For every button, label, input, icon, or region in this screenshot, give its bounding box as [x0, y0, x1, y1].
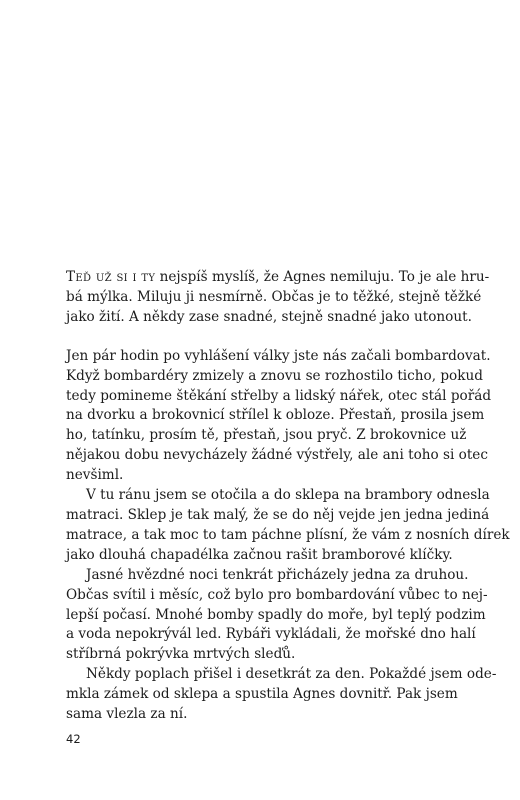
text-line: jako žití. A někdy zase snadné, stejně snadné jako utonout.: [66, 308, 472, 325]
opening-paragraph: [66, 268, 490, 328]
text-line: a voda nepokrývál led. Rybáři vykládali, že mořské dno halí: [66, 626, 476, 643]
paragraph: [66, 665, 497, 725]
body-text: [66, 268, 510, 725]
opening-smallcaps: Teď už si i ty: [66, 269, 156, 285]
text-line: lepší počasí. Mnohé bomby spadly do moře, byl teplý podzim: [66, 606, 486, 623]
text-line: Někdy poplach přišel i desetkrát za den. Pokaždé jsem ode-: [86, 666, 497, 683]
text-line: Když bombardéry zmizely a znovu se rozhostilo ticho, pokud: [66, 367, 483, 384]
text-line: ho, tatínku, prosím tě, přestaň, jsou pryč. Z brokovnice už: [66, 427, 467, 444]
text-line: Jasné hvězdné noci tenkrát přicházely jedna za druhou.: [86, 566, 469, 583]
text-line: nějakou dobu nevycházely žádné výstřely, ale ani toho si otec: [66, 447, 488, 464]
paragraph: [66, 347, 492, 486]
page-number: 42: [66, 732, 81, 746]
text-line: na dvorku a brokovnicí střílel k obloze. Přestaň, prosila jsem: [66, 407, 485, 424]
text-line: sama vlezla za ní.: [66, 706, 188, 723]
text-line: V tu ránu jsem se otočila a do sklepa na brambory odnesla: [86, 487, 490, 504]
text-line: mkla zámek od sklepa a spustila Agnes dovnitř. Pak jsem: [66, 686, 458, 703]
text-line: matrace, a tak moc to tam páchne plísní, že vám z nosních dírek: [66, 526, 510, 543]
paragraph: [66, 486, 510, 566]
text-line: [66, 268, 490, 288]
text-line: bá mýlka. Miluju ji nesmírně. Občas je to těžké, stejně těžké: [66, 288, 482, 305]
text-line: Jen pár hodin po vyhlášení války jste nás začali bombardovat.: [66, 347, 491, 364]
paragraph: [66, 566, 488, 666]
section-gap: [66, 328, 456, 347]
text-line: tedy pomineme štěkání střelby a lidský nářek, otec stál pořád: [66, 387, 492, 404]
text-line: Občas svítil i měsíc, což bylo pro bombardování vůbec to nej-: [66, 586, 488, 603]
text-line: jako dlouhá chapadélka začnou rašit bramborové klíčky.: [66, 546, 453, 563]
opening-line-rest: nejspíš myslíš, že Agnes nemiluju. To je ale hru-: [155, 269, 490, 285]
text-line: nevšiml.: [66, 467, 124, 484]
text-line: stříbrná pokrývka mrtvých sleďů.: [66, 646, 296, 663]
text-line: matraci. Sklep je tak malý, že se do něj vejde jen jedna jediná: [66, 506, 490, 523]
